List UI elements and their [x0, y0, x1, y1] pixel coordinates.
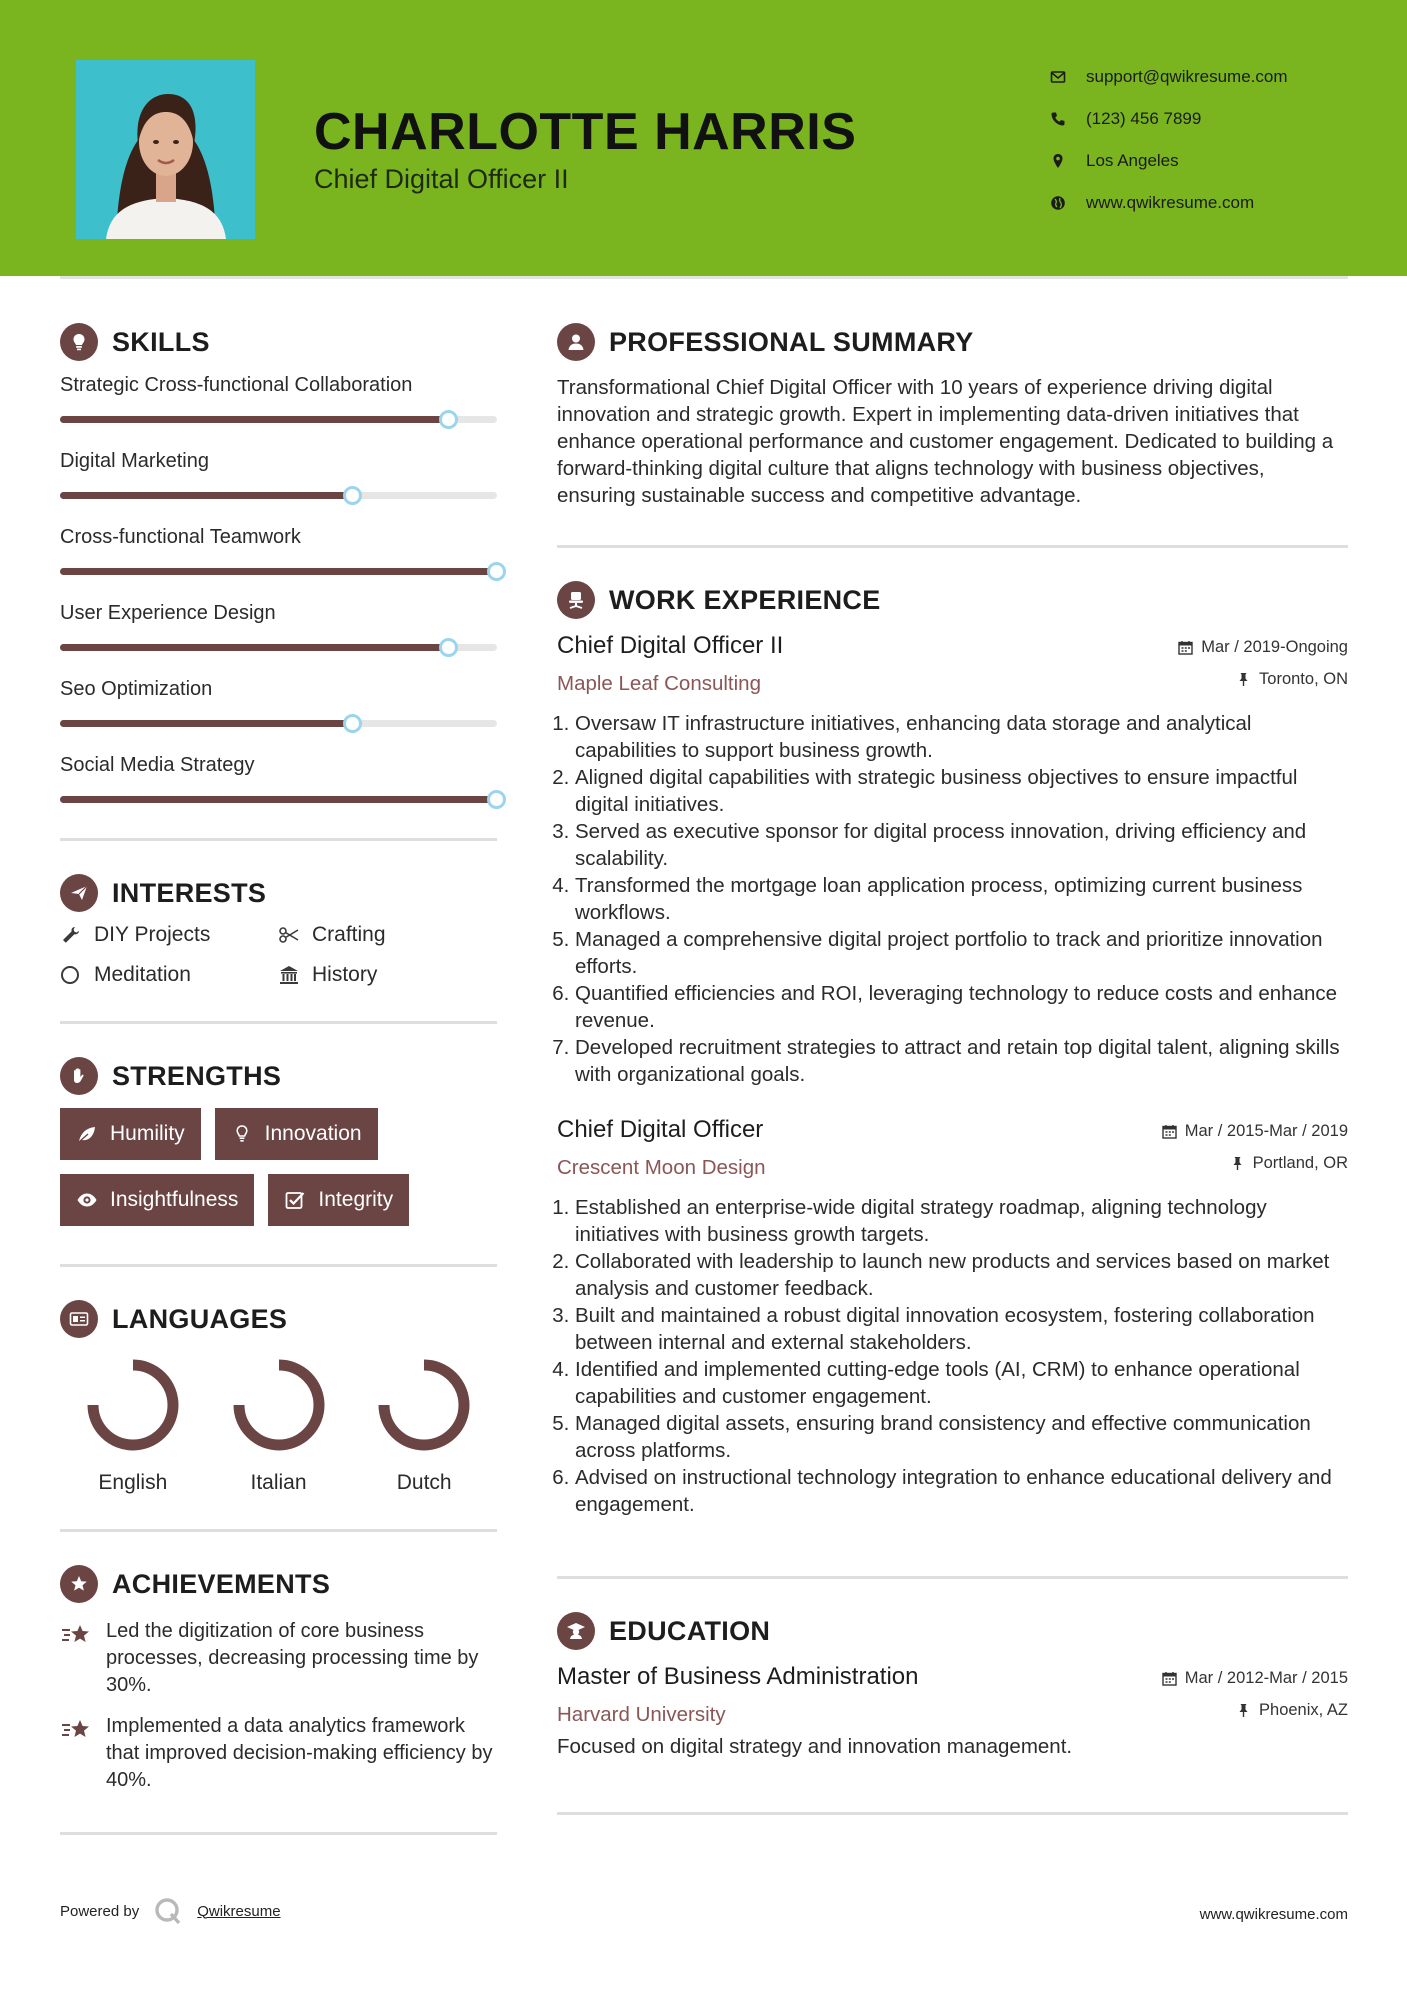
job-header [557, 628, 1348, 702]
contact-phone[interactable] [1050, 98, 1288, 140]
job-location-text: Toronto, ON [1259, 670, 1348, 688]
strength-label: Integrity [318, 1188, 394, 1211]
contact-email[interactable] [1050, 56, 1288, 98]
section-divider [557, 545, 1348, 548]
strengths-list [60, 1100, 497, 1226]
skill-item [60, 522, 497, 598]
education-heading [557, 1607, 1348, 1655]
strength-label: Humility [110, 1122, 185, 1145]
language-label: Dutch [396, 1471, 452, 1494]
interest-label: History [312, 963, 378, 986]
job-date-text: Mar / 2019-Ongoing [1201, 638, 1348, 656]
skill-label: Social Media Strategy [60, 754, 255, 776]
job-date-text: Mar / 2015-Mar / 2019 [1184, 1122, 1348, 1140]
skill-bar-fill [60, 644, 449, 651]
contact-email-text: support@qwikresume.com [1086, 67, 1288, 86]
skill-bar [60, 796, 497, 803]
interests-title: INTERESTS [112, 877, 267, 908]
education-header [557, 1659, 1348, 1733]
strength-label: Insightfulness [110, 1188, 239, 1211]
interest-item [60, 963, 278, 987]
skill-label: Strategic Cross-functional Collaboration [60, 374, 413, 396]
resume-header [0, 0, 1407, 276]
check-square-icon [284, 1189, 306, 1211]
skill-bar [60, 416, 497, 423]
powered-by-label: Powered by [60, 1902, 140, 1920]
leaf-icon [76, 1123, 98, 1145]
achievement-item [60, 1618, 497, 1699]
section-divider [60, 1529, 497, 1532]
skills-title: SKILLS [112, 326, 210, 357]
calendar-icon [1162, 1124, 1177, 1139]
job-duties [557, 1194, 1348, 1518]
calendar-icon [1162, 1671, 1177, 1686]
language-label: English [98, 1471, 168, 1494]
header-divider [60, 276, 1348, 279]
skill-bar-fill [60, 720, 353, 727]
skill-bar-knob [487, 562, 506, 581]
contact-website[interactable] [1050, 182, 1288, 224]
language-card-icon [60, 1300, 98, 1338]
job-company: Maple Leaf Consulting [557, 672, 761, 695]
job-location [1230, 1154, 1348, 1173]
museum-icon [278, 964, 312, 986]
job-header [557, 1112, 1348, 1186]
languages-list [60, 1343, 497, 1495]
language-item [206, 1353, 352, 1495]
skill-bar [60, 492, 497, 499]
skills-heading [60, 318, 497, 366]
skill-bar-knob [343, 486, 362, 505]
star-badge-icon [60, 1565, 98, 1603]
duty-item: 6. Advised on instructional technology integration to enhance educational delivery and engagement. [575, 1464, 1348, 1518]
skill-item [60, 750, 497, 826]
user-icon [557, 323, 595, 361]
language-level-ring [372, 1353, 476, 1457]
job-company: Crescent Moon Design [557, 1156, 766, 1179]
envelope-icon [1050, 69, 1086, 85]
education-school: Harvard University [557, 1703, 726, 1726]
language-level-arc [239, 1365, 319, 1445]
strength-tag [60, 1174, 254, 1226]
achievement-star-icon [60, 1713, 106, 1794]
skill-bar-knob [343, 714, 362, 733]
section-divider [60, 1832, 497, 1835]
experience-heading [557, 576, 1348, 624]
contact-location-text: Los Angeles [1086, 151, 1179, 170]
footer-powered-by [60, 1896, 281, 1926]
skill-label: User Experience Design [60, 602, 276, 624]
job-location-text: Portland, OR [1252, 1154, 1348, 1172]
education-location-text: Phoenix, AZ [1259, 1701, 1348, 1719]
interest-label: Meditation [94, 963, 191, 986]
achievements-list [60, 1618, 497, 1794]
duty-item: 6. Quantified efficiencies and ROI, leveraging technology to reduce costs and enhance revenue. [575, 980, 1348, 1034]
contact-phone-text: (123) 456 7899 [1086, 109, 1202, 128]
duty-item: 1. Established an enterprise-wide digital strategy roadmap, aligning technology initiatives with business growth targets. [575, 1194, 1348, 1248]
skill-bar-fill [60, 796, 497, 803]
interest-label: Crafting [312, 923, 386, 946]
education-date-text: Mar / 2012-Mar / 2015 [1184, 1669, 1348, 1687]
job-entry [557, 628, 1348, 1088]
skill-item [60, 446, 497, 522]
wrench-icon [60, 924, 94, 946]
achievement-text: Implemented a data analytics framework that improved decision-making efficiency by 40%. [106, 1715, 493, 1791]
skill-bar-knob [487, 790, 506, 809]
strength-label: Innovation [264, 1122, 362, 1145]
duty-item: 4. Identified and implemented cutting-edge tools (AI, CRM) to enhance operational capabilities and customer engagement. [575, 1356, 1348, 1410]
education-description: Focused on digital strategy and innovation management. [557, 1735, 1073, 1758]
skill-item [60, 598, 497, 674]
contact-location [1050, 140, 1288, 182]
job-title: Chief Digital Officer [557, 1116, 764, 1143]
duty-item: 5. Managed a comprehensive digital project portfolio to track and prioritize innovation efforts. [575, 926, 1348, 980]
section-divider [557, 1812, 1348, 1815]
job-date [1162, 1122, 1348, 1141]
section-divider [557, 1576, 1348, 1579]
eye-icon [76, 1189, 98, 1211]
skill-bar-fill [60, 568, 497, 575]
language-level-ring [227, 1353, 331, 1457]
duty-item: 2. Aligned digital capabilities with strategic business objectives to ensure impactful digital initiatives. [575, 764, 1348, 818]
scissors-icon [278, 924, 312, 946]
skill-bar-knob [439, 638, 458, 657]
duty-item: 3. Built and maintained a robust digital innovation ecosystem, fostering collaboration between internal and external stakeholders. [575, 1302, 1348, 1356]
lightbulb-icon [60, 323, 98, 361]
strengths-title: STRENGTHS [112, 1060, 282, 1091]
languages-heading [60, 1295, 497, 1343]
contact-website-text: www.qwikresume.com [1086, 193, 1255, 212]
job-date [1178, 638, 1348, 657]
pushpin-icon [1230, 1156, 1245, 1171]
profile-photo [76, 60, 255, 239]
language-level-arc [384, 1365, 464, 1445]
job-title: Chief Digital Officer II [557, 632, 784, 659]
skill-label: Seo Optimization [60, 678, 213, 700]
skills-list [60, 370, 497, 826]
skill-bar-knob [439, 410, 458, 429]
section-divider [60, 1021, 497, 1024]
hand-icon [60, 1057, 98, 1095]
duty-item: 2. Collaborated with leadership to launch new products and services based on market analysis and customer feedback. [575, 1248, 1348, 1302]
strength-tag [215, 1108, 378, 1160]
skill-label: Cross-functional Teamwork [60, 526, 301, 548]
footer-website-link[interactable]: www.qwikresume.com [1199, 1906, 1348, 1923]
experience-title: WORK EXPERIENCE [609, 584, 881, 615]
section-divider [60, 838, 497, 841]
skill-item [60, 674, 497, 750]
interest-label: DIY Projects [94, 923, 211, 946]
contact-list [1050, 56, 1288, 224]
skill-bar-fill [60, 416, 449, 423]
skill-bar [60, 644, 497, 651]
education-degree: Master of Business Administration [557, 1663, 919, 1690]
duty-item: 5. Managed digital assets, ensuring brand consistency and effective communication across platforms. [575, 1410, 1348, 1464]
education-title: EDUCATION [609, 1615, 771, 1646]
right-column [557, 318, 1348, 1815]
education-location [1236, 1701, 1348, 1720]
left-column [60, 318, 497, 1835]
interests-heading [60, 869, 497, 917]
education-date [1162, 1669, 1348, 1688]
globe-icon [1050, 195, 1086, 211]
language-label: Italian [250, 1471, 307, 1494]
skill-bar-fill [60, 492, 353, 499]
phone-icon [1050, 111, 1086, 127]
graduate-icon [557, 1612, 595, 1650]
achievement-text: Led the digitization of core business processes, decreasing processing time by 30%. [106, 1620, 479, 1696]
summary-heading [557, 318, 1348, 366]
duty-item: 7. Developed recruitment strategies to attract and retain top digital talent, aligning skills with organizational goals. [575, 1034, 1348, 1088]
duty-item: 4. Transformed the mortgage loan application process, optimizing current business workflows. [575, 872, 1348, 926]
language-level-ring [81, 1353, 185, 1457]
achievement-star-icon [60, 1618, 106, 1699]
achievements-title: ACHIEVEMENTS [112, 1568, 331, 1599]
strength-tag [60, 1108, 201, 1160]
pushpin-icon [1236, 672, 1251, 687]
strength-tag [268, 1174, 409, 1226]
paper-plane-icon [60, 874, 98, 912]
section-divider [60, 1264, 497, 1267]
job-entry [557, 1112, 1348, 1518]
candidate-title: Chief Digital Officer II [314, 164, 569, 194]
calendar-icon [1178, 640, 1193, 655]
map-pin-icon [1050, 153, 1086, 169]
interest-item [278, 963, 496, 987]
interests-list [60, 917, 497, 987]
achievement-item [60, 1713, 497, 1794]
summary-text: Transformational Chief Digital Officer with 10 years of experience driving digital innovation and strategic growth. Expert in implementing data-driven initiatives that enhance operational performance and customer engagement. Dedicated to building a forward-thinking digital culture that aligns technology with business objectives, ensuring sustainable success and competitive advantage. [557, 376, 1334, 507]
job-duties [557, 710, 1348, 1088]
job-location [1236, 670, 1348, 689]
qwikresume-logo-icon [153, 1896, 183, 1926]
languages-title: LANGUAGES [112, 1303, 288, 1334]
skill-bar [60, 720, 497, 727]
strengths-heading [60, 1052, 497, 1100]
lightbulb-icon [231, 1123, 253, 1145]
qwikresume-link[interactable]: Qwikresume [197, 1902, 281, 1920]
interest-item [60, 923, 278, 947]
duty-item: 1. Oversaw IT infrastructure initiatives, enhancing data storage and analytical capabilities to support business growth. [575, 710, 1348, 764]
pushpin-icon [1236, 1703, 1251, 1718]
skill-label: Digital Marketing [60, 450, 209, 472]
language-level-arc [93, 1365, 173, 1445]
achievements-heading [60, 1560, 497, 1608]
language-item [351, 1353, 497, 1495]
circle-icon [60, 964, 94, 986]
skill-bar [60, 568, 497, 575]
summary-title: PROFESSIONAL SUMMARY [609, 326, 974, 357]
candidate-name: CHARLOTTE HARRIS [314, 103, 857, 161]
language-item [60, 1353, 206, 1495]
interest-item [278, 923, 496, 947]
office-chair-icon [557, 581, 595, 619]
duty-item: 3. Served as executive sponsor for digital process innovation, driving efficiency and scalability. [575, 818, 1348, 872]
skill-item [60, 370, 497, 446]
